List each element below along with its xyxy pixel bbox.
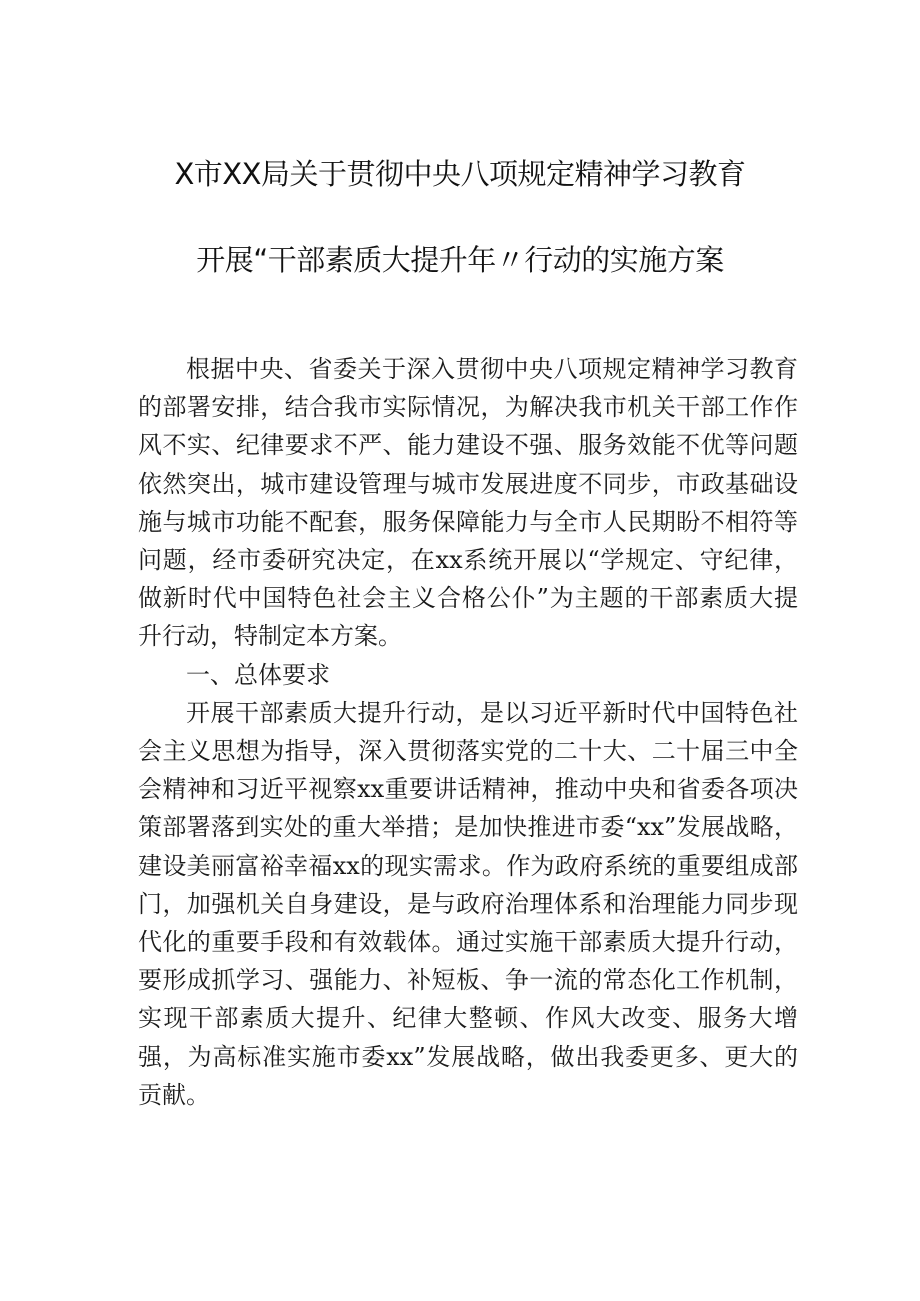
section-heading-general-requirements: 一、总体要求: [186, 660, 330, 689]
document-body: [138, 350, 798, 1114]
document-title-line-2: 开展“干部素质大提升年〃行动的实施方案: [196, 243, 724, 277]
general-requirements-paragraph: 开展干部素质大提升行动，是以习近平新时代中国特色社会主义思想为指导，深入贯彻落实党的二十大、二十届三中全会精神和习近平视察xx重要讲话精神，推动中央和省委各项决策部署落到实处的重大举措；是加快推进市委“xx”发展战略，建设美丽富裕幸福xx的现实需求。作为政府系统的重要组成部门，加强机关自身建设，是与政府治理体系和治理能力同步现代化的重要手段和有效载体。通过实施干部素质大提升行动，要形成抓学习、强能力、补短板、争一流的常态化工作机制，实现干部素质大提升、纪律大整顿、作风大改变、服务大增强，为高标准实施市委xx”发展战略，做出我委更多、更大的贡献。: [138, 698, 798, 1109]
document-title-line-1: X市XX局关于贯彻中央八项规定精神学习教育: [174, 157, 746, 191]
intro-paragraph: 根据中央、省委关于深入贯彻中央八项规定精神学习教育的部署安排，结合我市实际情况，为解决我市机关干部工作作风不实、纪律要求不严、能力建设不强、服务效能不优等问题依然突出，城市建设管理与城市发展进度不同步，市政基础设施与城市功能不配套，服务保障能力与全市人民期盼不相符等问题，经市委研究决定，在xx系统开展以“学规定、守纪律，做新时代中国特色社会主义合格公仆”为主题的干部素质大提升行动，特制定本方案。: [138, 355, 798, 651]
